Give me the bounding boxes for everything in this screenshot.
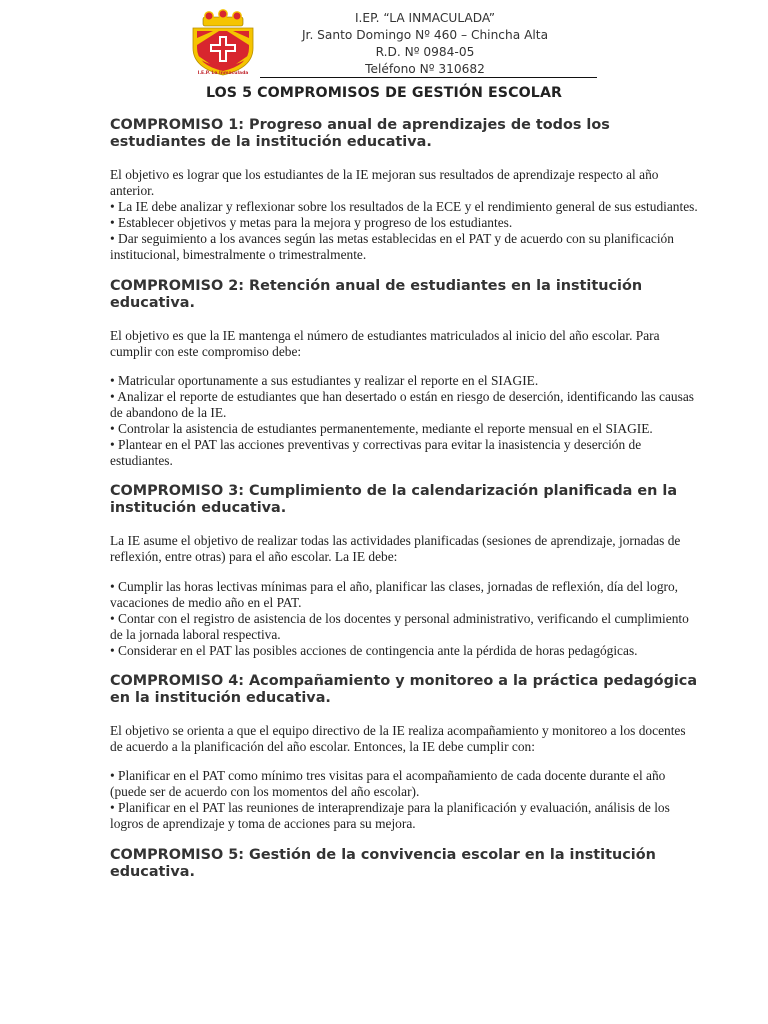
section-1-paragraph: El objetivo es lograr que los estudiantes de la IE mejoran sus resultados de aprendizaje respecto al año anterior. <box>110 167 659 199</box>
header-divider <box>260 77 597 78</box>
school-phone: Teléfono Nº 310682 <box>365 62 485 76</box>
logo-caption: I.E.P. La Inmaculada <box>197 71 249 76</box>
section-4-heading: COMPROMISO 4: Acompañamiento y monitoreo a la práctica pedagógica en la institución educativa. <box>110 672 698 706</box>
school-name: I.EP. “LA INMACULADA” <box>354 11 496 25</box>
section-2-bullet: • Plantear en el PAT las acciones preventivas y correctivas para evitar la inasistencia y deserción de estudiantes. <box>110 437 642 469</box>
school-info <box>280 10 570 78</box>
section-5-heading: COMPROMISO 5: Gestión de la convivencia escolar en la institución educativa. <box>110 846 656 880</box>
section-2-paragraph: El objetivo es que la IE mantenga el número de estudiantes matriculados al inicio del año escolar. Para cumplir con este compromiso debe: <box>110 327 660 359</box>
section-3-heading: COMPROMISO 3: Cumplimiento de la calendarización planificada en la institución educativa. <box>110 483 678 517</box>
section-1-bullet: • Dar seguimiento a los avances según las metas establecidas en el PAT y de acuerdo con su planificación institucional, bimestralmente o trimestralmente. <box>110 231 674 263</box>
section-3-bullet: • Cumplir las horas lectivas mínimas para el año, planificar las clases, jornadas de reflexión, día del logro, vacaciones de medio año en el PAT. <box>110 578 679 610</box>
section-4-bullet: • Planificar en el PAT las reuniones de interaprendizaje para la planificación y evaluación, análisis de los logros de aprendizaje y toma de acciones para su mejora. <box>110 800 670 832</box>
section-3-bullet: • Contar con el registro de asistencia de los docentes y personal administrativo, verificando el cumplimiento de la jornada laboral respectiva. <box>110 610 689 642</box>
section-2-heading: COMPROMISO 2: Retención anual de estudiantes en la institución educativa. <box>110 277 643 311</box>
document-body <box>110 117 700 881</box>
document-title: LOS 5 COMPROMISOS DE GESTIÓN ESCOLAR <box>205 85 563 101</box>
school-address: Jr. Santo Domingo Nº 460 – Chincha Alta <box>301 28 549 42</box>
section-4-bullet: • Planificar en el PAT como mínimo tres visitas para el acompañamiento de cada docente durante el año (puede ser de acuerdo con los momentos del año escolar). <box>110 768 666 800</box>
section-4-paragraph: El objetivo se orienta a que el equipo directivo de la IE realiza acompañamiento y monitoreo a los docentes de acuerdo a la planificación del año escolar. Entonces, la IE debe cumplir con: <box>110 722 686 755</box>
section-1-heading: COMPROMISO 1: Progreso anual de aprendizajes de todos los estudiantes de la institución educativa. <box>110 117 610 150</box>
school-crest-icon <box>188 8 258 80</box>
section-1-bullet: • La IE debe analizar y reflexionar sobre los resultados de la ECE y el rendimiento general de sus estudiantes. <box>110 199 698 215</box>
section-2-bullet: • Controlar la asistencia de estudiantes permanentemente, mediante el reporte mensual en el SIAGIE. <box>110 421 653 437</box>
section-1-bullet: • Establecer objetivos y metas para la mejora y progreso de los estudiantes. <box>110 215 513 231</box>
section-3-paragraph: La IE asume el objetivo de realizar todas las actividades planificadas (sesiones de aprendizaje, jornadas de reflexión, entre otras) para el año escolar. La IE debe: <box>110 533 681 565</box>
section-2-bullet: • Analizar el reporte de estudiantes que han desertado o están en riesgo de deserción, identificando las causas de abandono de la IE. <box>110 388 694 420</box>
section-3-bullet: • Considerar en el PAT las posibles acciones de contingencia ante la pérdida de horas pedagógicas. <box>110 642 638 658</box>
school-rd: R.D. Nº 0984-05 <box>375 45 475 59</box>
section-2-bullet: • Matricular oportunamente a sus estudiantes y realizar el reporte en el SIAGIE. <box>110 372 539 388</box>
